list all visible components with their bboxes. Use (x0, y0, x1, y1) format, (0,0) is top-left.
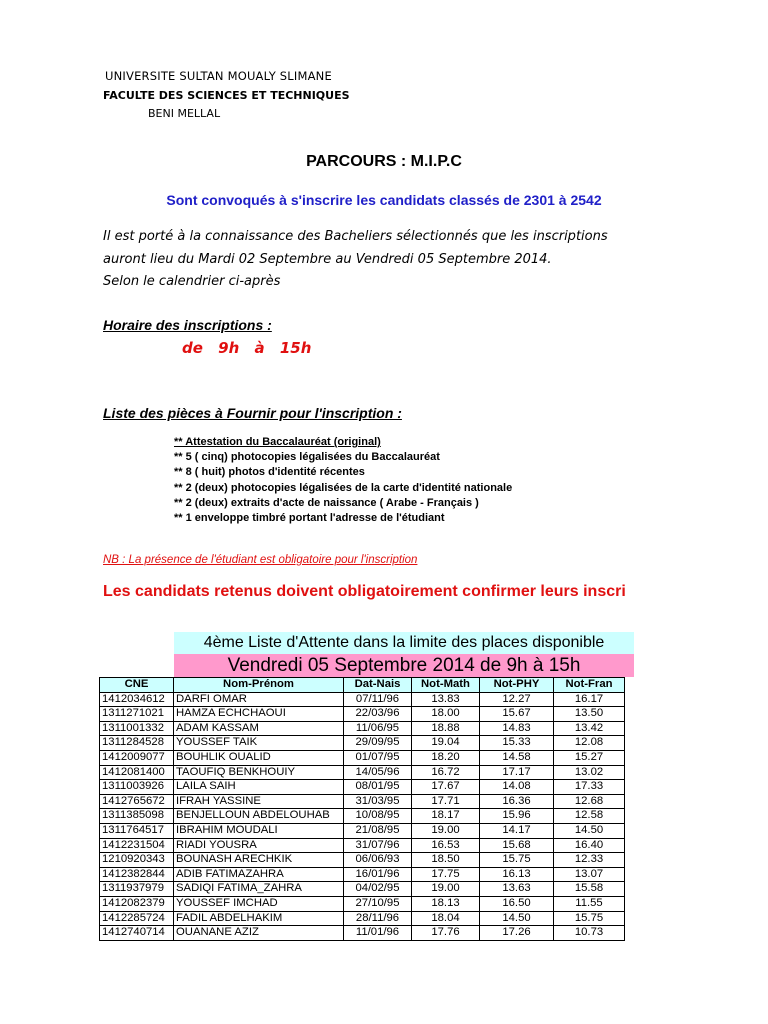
pieces-title: Liste des pièces à Fournir pour l'inscription : (103, 405, 402, 421)
nb-note: NB : La présence de l'étudiant est obligatoire pour l'inscription (103, 554, 418, 566)
cell-not-phy: 15.67 (480, 707, 554, 722)
cell-dat-nais: 14/05/96 (344, 765, 412, 780)
cell-cne: 1412081400 (100, 765, 174, 780)
cell-not-fran: 13.50 (554, 707, 625, 722)
cell-not-phy: 12.27 (480, 692, 554, 707)
header-not-math: Not-Math (412, 678, 480, 693)
piece-item-label: ** Attestation du Baccalauréat (original) (174, 436, 381, 448)
cell-dat-nais: 29/09/95 (344, 736, 412, 751)
header-not-fran: Not-Fran (554, 678, 625, 693)
cell-not-math: 17.67 (412, 780, 480, 795)
cell-not-math: 18.20 (412, 750, 480, 765)
cell-nom-prenom: ADAM KASSAM (174, 721, 344, 736)
cell-not-fran: 10.73 (554, 926, 625, 941)
cell-cne: 1412082379 (100, 896, 174, 911)
cell-cne: 1412009077 (100, 750, 174, 765)
cell-not-phy: 14.17 (480, 823, 554, 838)
table-row (100, 736, 625, 751)
cell-not-math: 17.75 (412, 867, 480, 882)
cell-cne: 1311937979 (100, 882, 174, 897)
header-not-phy: Not-PHY (480, 678, 554, 693)
cell-not-fran: 16.17 (554, 692, 625, 707)
cell-not-phy: 17.17 (480, 765, 554, 780)
cell-not-fran: 15.75 (554, 911, 625, 926)
cell-nom-prenom: DARFI OMAR (174, 692, 344, 707)
cell-not-fran: 17.33 (554, 780, 625, 795)
cell-dat-nais: 11/01/96 (344, 926, 412, 941)
cell-cne: 1412285724 (100, 911, 174, 926)
cell-dat-nais: 01/07/95 (344, 750, 412, 765)
cell-nom-prenom: RIADI YOUSRA (174, 838, 344, 853)
cell-dat-nais: 27/10/95 (344, 896, 412, 911)
pieces-list (174, 435, 512, 526)
cell-nom-prenom: IFRAH YASSINE (174, 794, 344, 809)
table-row (100, 809, 625, 824)
table-row (100, 926, 625, 941)
cell-nom-prenom: SADIQI FATIMA_ZAHRA (174, 882, 344, 897)
cell-not-phy: 17.26 (480, 926, 554, 941)
cell-not-math: 19.00 (412, 882, 480, 897)
cell-not-math: 18.13 (412, 896, 480, 911)
horaire-hours: de 9h à 15h (182, 339, 312, 357)
intro-line: Selon le calendrier ci-après (103, 274, 281, 289)
cell-dat-nais: 31/03/95 (344, 794, 412, 809)
cell-not-fran: 14.50 (554, 823, 625, 838)
table-header-row (100, 678, 625, 693)
table-row (100, 707, 625, 722)
table-row (100, 750, 625, 765)
table-row (100, 780, 625, 795)
table-row (100, 838, 625, 853)
cell-cne: 1412765672 (100, 794, 174, 809)
piece-item (174, 496, 512, 511)
cell-not-fran: 13.02 (554, 765, 625, 780)
intro-paragraph (103, 226, 608, 294)
piece-item (174, 450, 512, 465)
cell-cne: 1311764517 (100, 823, 174, 838)
table-row (100, 911, 625, 926)
cell-dat-nais: 22/03/96 (344, 707, 412, 722)
piece-item (174, 511, 512, 526)
piece-item-label: ** 2 (deux) photocopies légalisées de la carte d'identité nationale (174, 481, 513, 494)
cell-not-phy: 15.68 (480, 838, 554, 853)
cell-not-math: 18.17 (412, 809, 480, 824)
cell-not-math: 19.00 (412, 823, 480, 838)
piece-item-label: ** 5 ( cinq) photocopies légalisées du Baccalauréat (174, 451, 440, 464)
table-row (100, 721, 625, 736)
cell-not-phy: 13.63 (480, 882, 554, 897)
cell-not-math: 18.50 (412, 853, 480, 868)
candidates-table (99, 677, 625, 941)
cell-not-fran: 13.42 (554, 721, 625, 736)
cell-nom-prenom: LAILA SAIH (174, 780, 344, 795)
piece-item-label: ** 2 (deux) extraits d'acte de naissance ( Arabe - Français ) (174, 496, 479, 509)
cell-not-fran: 12.08 (554, 736, 625, 751)
cell-not-phy: 16.36 (480, 794, 554, 809)
intro-line: Il est porté à la connaissance des Bacheliers sélectionnés que les inscriptions (103, 229, 608, 244)
table-row (100, 692, 625, 707)
cell-dat-nais: 11/06/95 (344, 721, 412, 736)
piece-item-label: ** 1 enveloppe timbré portant l'adresse de l'étudiant (174, 512, 445, 525)
cell-dat-nais: 04/02/95 (344, 882, 412, 897)
cell-not-phy: 14.58 (480, 750, 554, 765)
header-nom-prenom: Nom-Prénom (174, 678, 344, 693)
cell-not-fran: 12.68 (554, 794, 625, 809)
cell-dat-nais: 07/11/96 (344, 692, 412, 707)
city-name: BENI MELLAL (148, 107, 221, 120)
horaire-title: Horaire des inscriptions : (103, 317, 272, 333)
piece-item-label: ** 8 ( huit) photos d'identité récentes (174, 466, 365, 479)
cell-cne: 1311271021 (100, 707, 174, 722)
cell-not-fran: 12.33 (554, 853, 625, 868)
university-name: UNIVERSITE SULTAN MOUALY SLIMANE (105, 69, 332, 83)
cell-cne: 1311284528 (100, 736, 174, 751)
table-row (100, 794, 625, 809)
cell-dat-nais: 28/11/96 (344, 911, 412, 926)
cell-dat-nais: 31/07/96 (344, 838, 412, 853)
cell-cne: 1311003926 (100, 780, 174, 795)
cell-not-math: 19.04 (412, 736, 480, 751)
cell-not-fran: 15.27 (554, 750, 625, 765)
table-row (100, 765, 625, 780)
header-cne: CNE (100, 678, 174, 693)
cell-not-math: 13.83 (412, 692, 480, 707)
cell-not-math: 16.53 (412, 838, 480, 853)
intro-line: auront lieu du Mardi 02 Septembre au Vendredi 05 Septembre 2014. (103, 251, 552, 267)
cell-nom-prenom: BENJELLOUN ABDELOUHAB (174, 809, 344, 824)
cell-not-fran: 13.07 (554, 867, 625, 882)
cell-cne: 1412382844 (100, 867, 174, 882)
cell-not-phy: 15.75 (480, 853, 554, 868)
cell-cne: 1412231504 (100, 838, 174, 853)
parcours-title: PARCOURS : M.I.P.C (306, 153, 462, 170)
piece-item (174, 465, 512, 480)
cell-not-phy: 16.13 (480, 867, 554, 882)
cell-cne: 1311001332 (100, 721, 174, 736)
cell-nom-prenom: YOUSSEF IMCHAD (174, 896, 344, 911)
cell-nom-prenom: BOUNASH ARECHKIK (174, 853, 344, 868)
cell-nom-prenom: HAMZA ECHCHAOUI (174, 707, 344, 722)
cell-not-phy: 14.50 (480, 911, 554, 926)
table-row (100, 896, 625, 911)
cell-nom-prenom: OUANANE AZIZ (174, 926, 344, 941)
table-body (100, 692, 625, 940)
cell-not-phy: 15.33 (480, 736, 554, 751)
cell-not-math: 18.00 (412, 707, 480, 722)
piece-item (174, 481, 512, 496)
cell-cne: 1412034612 (100, 692, 174, 707)
cell-cne: 1311385098 (100, 809, 174, 824)
cell-cne: 1210920343 (100, 853, 174, 868)
cell-nom-prenom: BOUHLIK OUALID (174, 750, 344, 765)
cell-not-phy: 15.96 (480, 809, 554, 824)
cell-dat-nais: 10/08/95 (344, 809, 412, 824)
cell-not-phy: 16.50 (480, 896, 554, 911)
cell-nom-prenom: ADIB FATIMAZAHRA (174, 867, 344, 882)
cell-nom-prenom: TAOUFIQ BENKHOUIY (174, 765, 344, 780)
table-row (100, 823, 625, 838)
cell-not-math: 17.76 (412, 926, 480, 941)
convocation-line: Sont convoqués à s'inscrire les candidats classés de 2301 à 2542 (166, 192, 602, 208)
cell-nom-prenom: YOUSSEF TAIK (174, 736, 344, 751)
header-dat-nais: Dat-Nais (344, 678, 412, 693)
cell-dat-nais: 08/01/95 (344, 780, 412, 795)
date-banner: Vendredi 05 Septembre 2014 de 9h à 15h (174, 654, 634, 677)
confirmation-notice: Les candidats retenus doivent obligatoirement confirmer leurs inscri (103, 583, 626, 600)
cell-dat-nais: 21/08/95 (344, 823, 412, 838)
cell-nom-prenom: FADIL ABDELHAKIM (174, 911, 344, 926)
cell-not-fran: 12.58 (554, 809, 625, 824)
cell-dat-nais: 06/06/93 (344, 853, 412, 868)
cell-not-math: 17.71 (412, 794, 480, 809)
table-row (100, 867, 625, 882)
faculty-name: FACULTE DES SCIENCES ET TECHNIQUES (103, 89, 350, 102)
cell-not-math: 18.04 (412, 911, 480, 926)
cell-not-math: 18.88 (412, 721, 480, 736)
cell-dat-nais: 16/01/96 (344, 867, 412, 882)
cell-not-phy: 14.08 (480, 780, 554, 795)
table-row (100, 882, 625, 897)
cell-not-fran: 15.58 (554, 882, 625, 897)
cell-cne: 1412740714 (100, 926, 174, 941)
cell-not-phy: 14.83 (480, 721, 554, 736)
cell-nom-prenom: IBRAHIM MOUDALI (174, 823, 344, 838)
cell-not-math: 16.72 (412, 765, 480, 780)
cell-not-fran: 11.55 (554, 896, 625, 911)
waiting-list-title: 4ème Liste d'Attente dans la limite des places disponible (174, 632, 634, 654)
cell-not-fran: 16.40 (554, 838, 625, 853)
piece-item (174, 435, 512, 450)
table-row (100, 853, 625, 868)
